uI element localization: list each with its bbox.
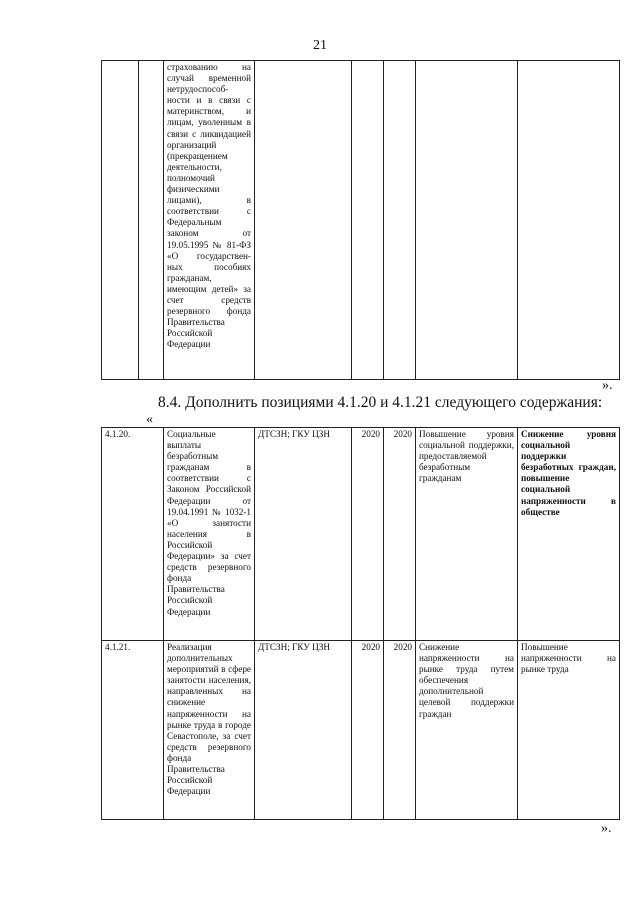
cell-end-year [384,61,416,380]
cell-result [416,61,518,380]
cell-indicator [518,61,620,380]
page-number: 21 [313,38,327,53]
cell-start-year: 2020 [352,428,384,641]
table-row [102,61,620,380]
cell-num [102,61,139,380]
closing-quote: ». [602,378,613,393]
cell-blank [139,61,164,380]
cell-num: 4.1.20. [102,428,164,641]
table-row [102,428,620,641]
opening-quote: « [146,412,153,427]
cell-description: страхованию на случай временной нетрудоспособ- ности и в связи с материнством, и лицам, уволенным в связи с ликвидацией организаций (прекращением деятельности, полномочий физическими лицами), в соответствии с Федеральным законом от 19.05.1995 № 81-ФЗ «О государствен- ных пособиях гражданам, имеющим детей» за счет средств резервного фонда Правительства Российской Федерации [164,61,255,380]
cell-result: Снижение напряженности на рынке труда путем обеспечения дополнительной целевой поддержки граждан [416,641,518,820]
cell-num: 4.1.21. [102,641,164,820]
closing-quote: ». [601,821,612,836]
cell-executor [255,61,352,380]
cell-start-year: 2020 [352,641,384,820]
cell-description: Реализация дополнительных мероприятий в сфере занятости населения, направленных на снижение напряженности на рынке труда в городе Севастополе, за счет средств резервного фонда Правительства Российской Федерации [164,641,255,820]
cell-indicator: Снижение уровня социальной поддержки безработных граждан, повышение социальной напряженности в обществе [518,428,620,641]
cell-indicator: Повышение напряженности на рынке труда [518,641,620,820]
cell-end-year: 2020 [384,641,416,820]
table-row [102,641,620,820]
positions-table [101,427,620,820]
cell-executor: ДТСЗН; ГКУ ЦЗН [255,641,352,820]
cell-end-year: 2020 [384,428,416,641]
cell-start-year [352,61,384,380]
section-heading: 8.4. Дополнить позициями 4.1.20 и 4.1.21 следующего содержания: [158,394,603,411]
cell-result: Повышение уровня социальной поддержки, предоставляемой безработным гражданам [416,428,518,641]
cell-description: Социальные выплаты безработным гражданам в соответствии с Законом Российской Федерации от 19.04.1991 № 1032-1 «О занятости населения в Российской Федерации» за счет средств резервного фонда Правительства Российской Федерации [164,428,255,641]
continuation-table [101,60,620,380]
cell-executor: ДТСЗН; ГКУ ЦЗН [255,428,352,641]
